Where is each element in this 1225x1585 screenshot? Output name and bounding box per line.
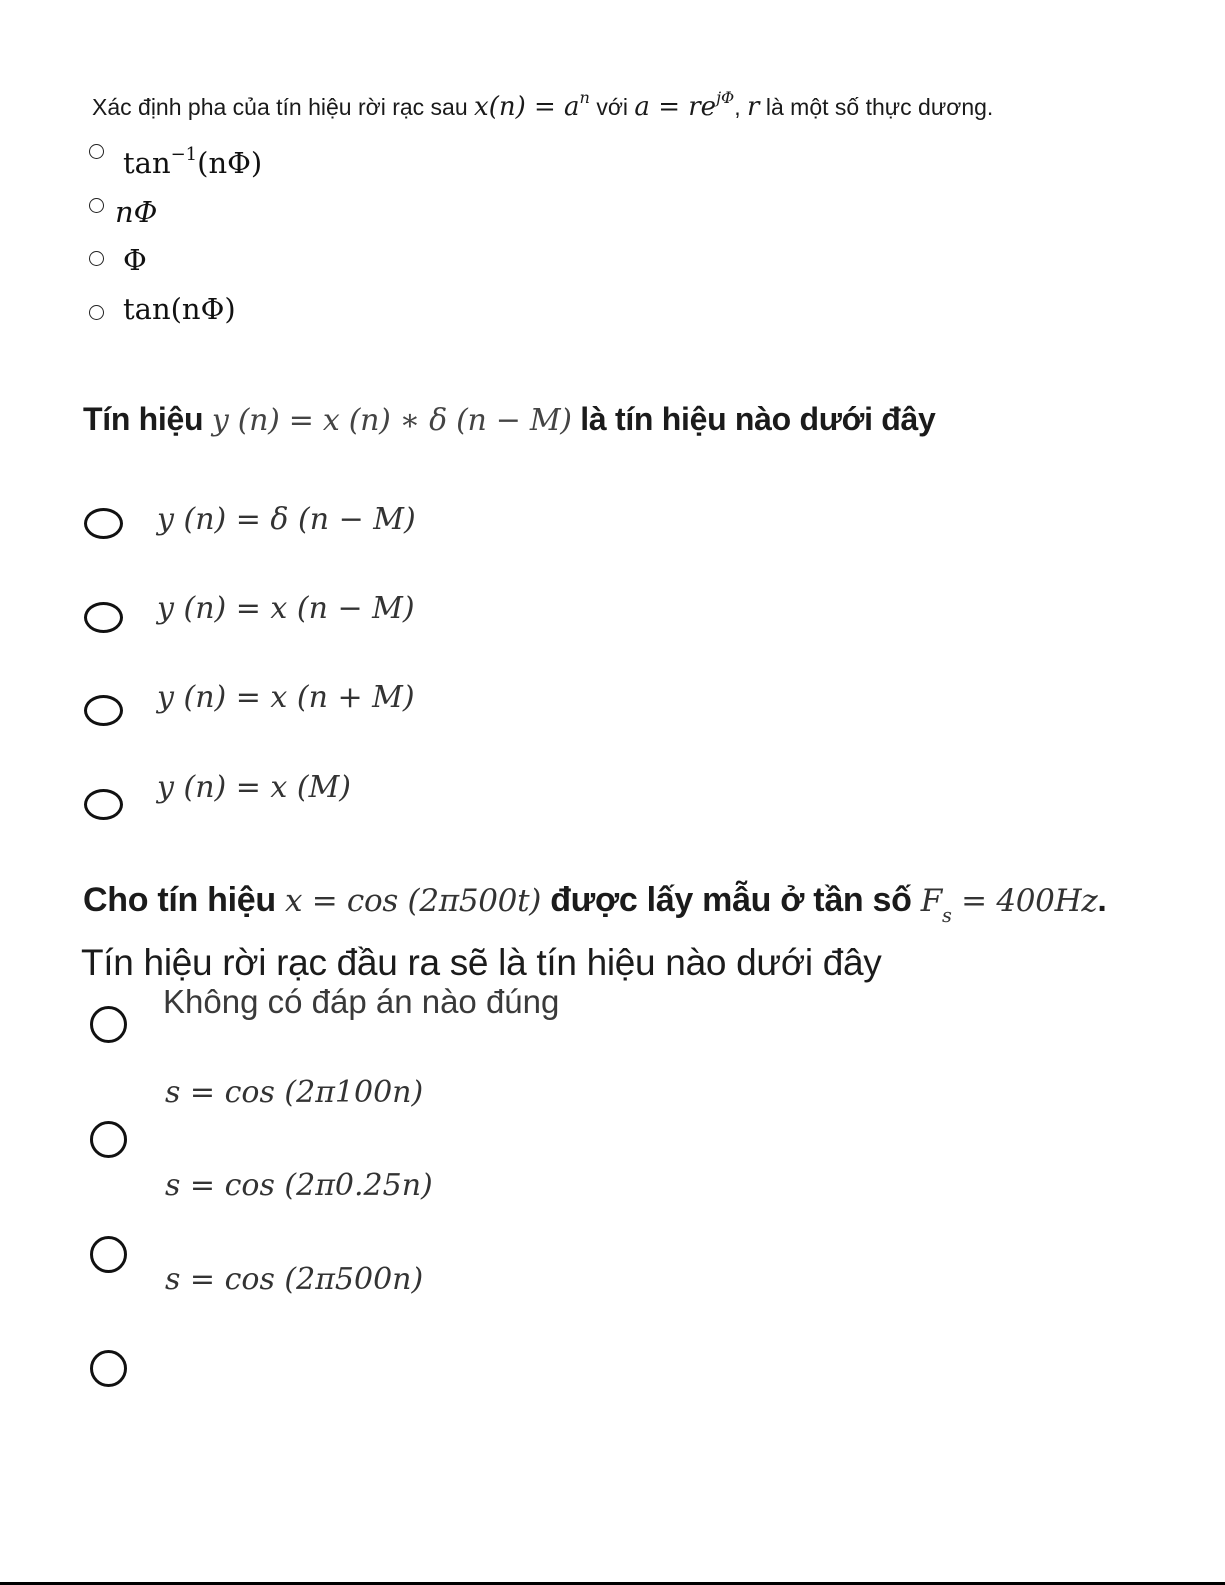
q1-comma: , xyxy=(734,94,748,120)
q1-opt1-rest: (nΦ) xyxy=(197,146,263,180)
q1-r: r xyxy=(747,92,760,122)
q1-a-sup: jΦ xyxy=(716,87,735,107)
q1-option-4-label: tan(nΦ) xyxy=(123,292,236,326)
q1-prefix: Xác định pha của tín hiệu rời rạc sau xyxy=(92,94,475,120)
q3-option-1-radio[interactable] xyxy=(90,1006,127,1043)
q1-option-3-label: Φ xyxy=(123,243,147,277)
q2-option-3-radio[interactable] xyxy=(84,695,123,726)
q3-formula: x = cos (2π500t) xyxy=(284,883,542,919)
q2-formula: y (n) = x (n) ∗ δ (n − M) xyxy=(211,403,572,438)
q2-option-1-radio[interactable] xyxy=(84,508,123,539)
q3-option-2-radio[interactable] xyxy=(90,1121,127,1158)
q2-option-4-radio[interactable] xyxy=(84,789,123,820)
q1-voi: với xyxy=(589,94,635,120)
question-3-line-2: Tín hiệu rời rạc đầu ra sẽ là tín hiệu nào dưới đây xyxy=(81,942,882,983)
q1-option-4-radio[interactable] xyxy=(89,305,104,320)
question-3-text xyxy=(83,881,1107,928)
question-1-text xyxy=(92,87,994,122)
q1-formula-a xyxy=(634,87,735,122)
question-2-text xyxy=(83,401,936,438)
q3-fs-sub: s xyxy=(941,904,952,928)
q3-option-1-label: Không có đáp án nào đúng xyxy=(163,983,560,1020)
q1-option-2-radio[interactable] xyxy=(89,198,104,213)
q3-option-4-label: s = cos (2π500n) xyxy=(165,1262,424,1297)
q3-fs-symbol: F xyxy=(920,883,942,919)
q3-option-2-label: s = cos (2π100n) xyxy=(165,1075,424,1110)
q2-option-4-label: y (n) = x (M) xyxy=(157,770,352,805)
q3-middle: được lấy mẫu ở tần số xyxy=(541,881,921,919)
q1-option-1-radio[interactable] xyxy=(89,144,104,159)
q1-option-3-radio[interactable] xyxy=(89,251,104,266)
q2-option-3-label: y (n) = x (n + M) xyxy=(157,680,415,715)
q3-option-3-radio[interactable] xyxy=(90,1236,127,1273)
q2-prefix: Tín hiệu xyxy=(83,401,212,437)
q3-fs xyxy=(920,883,1098,928)
q1-suffix: là một số thực dương. xyxy=(759,94,994,120)
q1-opt1-sup: −1 xyxy=(170,143,198,165)
q3-option-3-label: s = cos (2π0.25n) xyxy=(165,1168,433,1203)
q1-opt1-base: tan xyxy=(123,146,171,180)
q3-fs-val: = 400Hz xyxy=(951,883,1098,919)
q1-option-2-label: nΦ xyxy=(115,195,158,229)
q3-option-4-radio[interactable] xyxy=(90,1350,127,1387)
q2-option-2-label: y (n) = x (n − M) xyxy=(157,591,415,626)
q3-prefix: Cho tín hiệu xyxy=(83,881,285,919)
q1-formula-xn xyxy=(474,87,590,122)
q1-a-eq: a = re xyxy=(634,92,717,122)
q2-suffix: là tín hiệu nào dưới đây xyxy=(571,401,936,437)
q3-period: . xyxy=(1097,881,1107,919)
q1-xn: x(n) = a xyxy=(474,92,580,122)
q1-xn-sup: n xyxy=(579,87,590,107)
q2-option-1-label: y (n) = δ (n − M) xyxy=(157,502,416,537)
q2-option-2-radio[interactable] xyxy=(84,602,123,633)
q1-option-1-label xyxy=(123,143,263,180)
